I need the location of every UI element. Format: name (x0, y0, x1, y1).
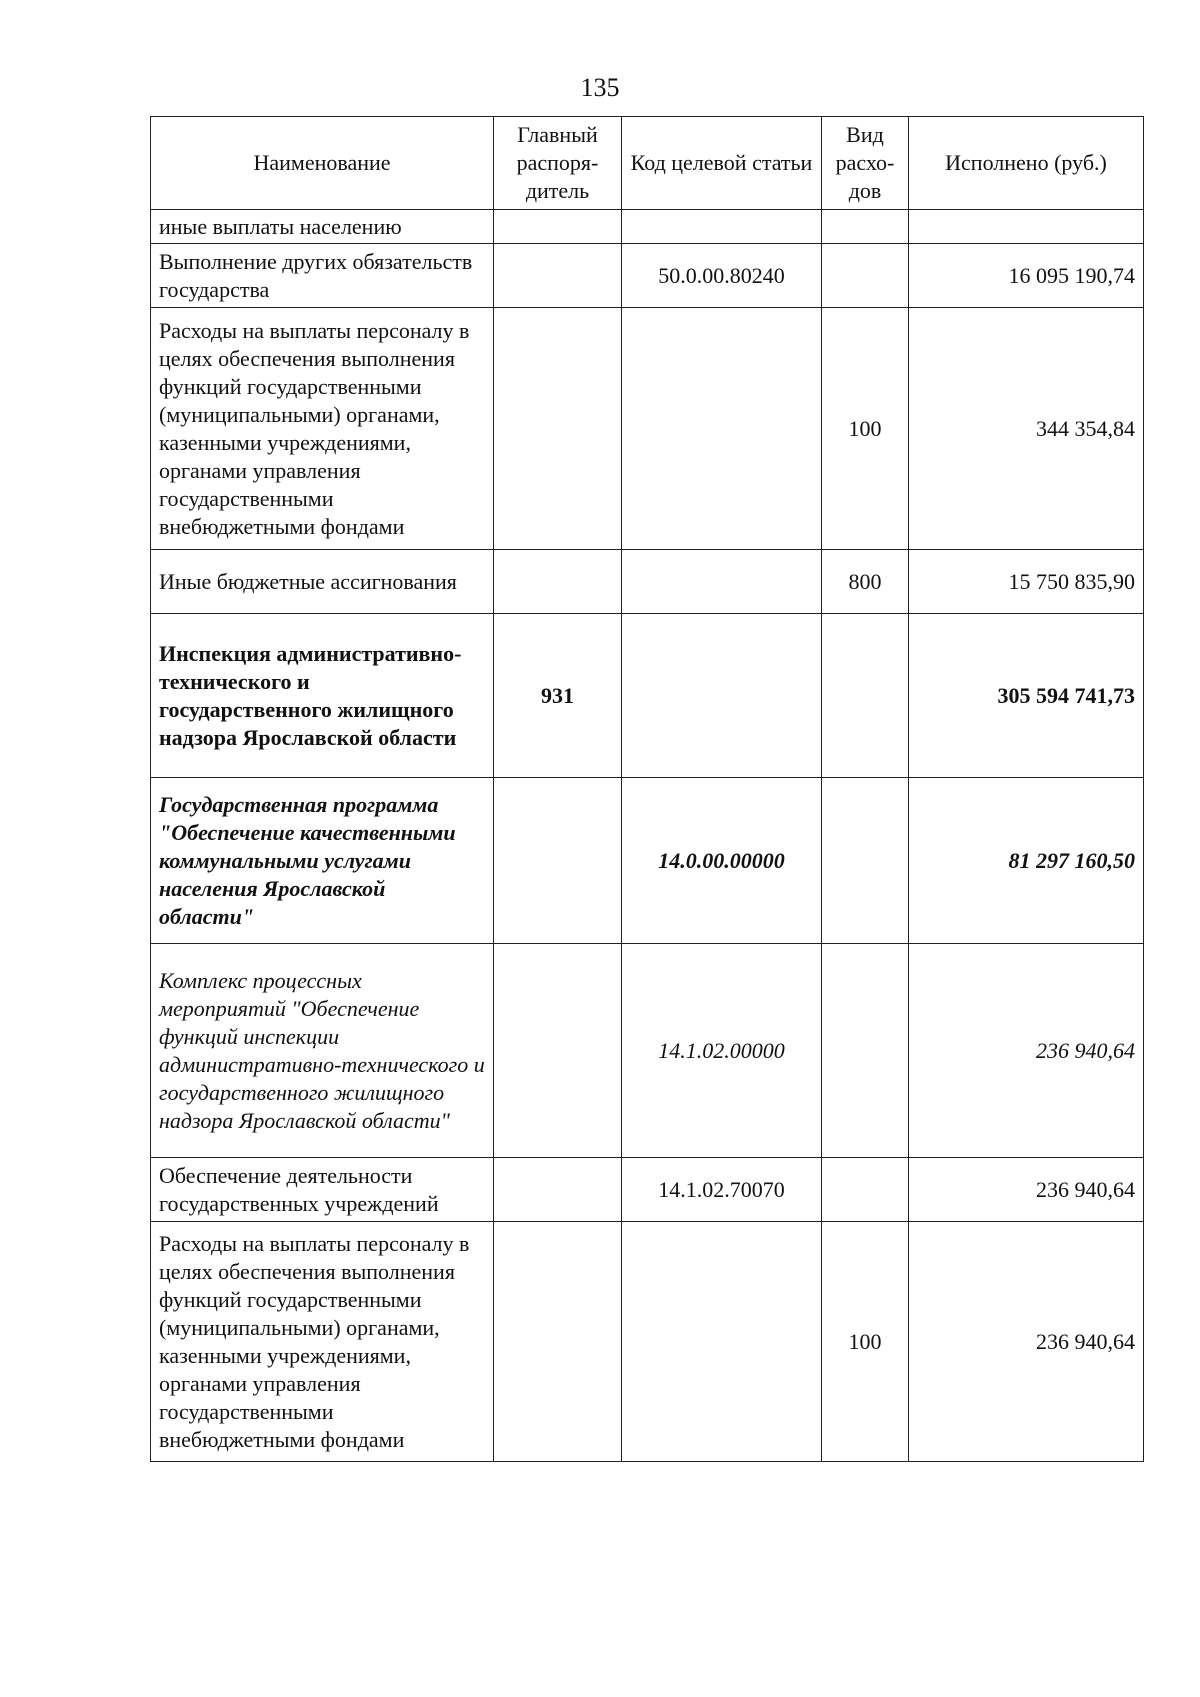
cell-code: 14.0.00.00000 (622, 778, 822, 944)
cell-code (622, 1222, 822, 1462)
table-row (151, 1222, 1144, 1462)
cell-code (622, 210, 822, 244)
cell-vid (822, 614, 909, 778)
cell-vid: 800 (822, 550, 909, 614)
cell-amount: 236 940,64 (909, 1158, 1144, 1222)
cell-code (622, 614, 822, 778)
cell-code: 50.0.00.80240 (622, 244, 822, 308)
cell-amount: 15 750 835,90 (909, 550, 1144, 614)
header-amount: Исполнено (руб.) (909, 117, 1144, 210)
cell-vid (822, 944, 909, 1158)
cell-amount: 236 940,64 (909, 1222, 1144, 1462)
cell-code: 14.1.02.00000 (622, 944, 822, 1158)
table-row (151, 1158, 1144, 1222)
cell-name: Выполнение других обязательств государства (151, 244, 494, 308)
page-number: 135 (580, 73, 620, 102)
cell-name: Инспекция административно-технического и государственного жилищного надзора Ярославской области (151, 614, 494, 778)
cell-amount (909, 210, 1144, 244)
header-row (151, 117, 1144, 210)
table-header (151, 117, 1144, 210)
cell-vid: 100 (822, 308, 909, 550)
cell-code (622, 550, 822, 614)
cell-admin (494, 308, 622, 550)
table-row (151, 944, 1144, 1158)
budget-table (150, 116, 1144, 1462)
cell-vid: 100 (822, 1222, 909, 1462)
header-name: Наименование (151, 117, 494, 210)
cell-name: Комплекс процессных мероприятий "Обеспечение функций инспекции административно-технического и государственного жилищного надзора Ярославской области" (151, 944, 494, 1158)
cell-amount: 236 940,64 (909, 944, 1144, 1158)
table-row (151, 244, 1144, 308)
cell-admin: 931 (494, 614, 622, 778)
cell-name: Государственная программа "Обеспечение качественными коммунальными услугами населения Ярославской области" (151, 778, 494, 944)
cell-amount: 305 594 741,73 (909, 614, 1144, 778)
cell-code (622, 308, 822, 550)
cell-admin (494, 550, 622, 614)
header-admin: Главный распоря-дитель (494, 117, 622, 210)
cell-vid (822, 1158, 909, 1222)
header-vid: Вид расхо-дов (822, 117, 909, 210)
table-row (151, 210, 1144, 244)
cell-code: 14.1.02.70070 (622, 1158, 822, 1222)
cell-name: Обеспечение деятельности государственных учреждений (151, 1158, 494, 1222)
cell-name: Расходы на выплаты персоналу в целях обеспечения выполнения функций государственными (муниципальными) органами, казенными учреждениями, органами управления государственными внебюджетными фондами (151, 308, 494, 550)
cell-admin (494, 944, 622, 1158)
cell-admin (494, 1158, 622, 1222)
cell-name: Иные бюджетные ассигнования (151, 550, 494, 614)
table-row (151, 778, 1144, 944)
cell-amount: 16 095 190,74 (909, 244, 1144, 308)
cell-admin (494, 778, 622, 944)
cell-admin (494, 210, 622, 244)
table-body (151, 210, 1144, 1462)
table-row (151, 308, 1144, 550)
cell-amount: 81 297 160,50 (909, 778, 1144, 944)
header-code: Код целевой статьи (622, 117, 822, 210)
cell-admin (494, 1222, 622, 1462)
cell-admin (494, 244, 622, 308)
cell-name: иные выплаты населению (151, 210, 494, 244)
table-row (151, 550, 1144, 614)
cell-vid (822, 244, 909, 308)
cell-name: Расходы на выплаты персоналу в целях обеспечения выполнения функций государственными (муниципальными) органами, казенными учреждениями, органами управления государственными внебюджетными фондами (151, 1222, 494, 1462)
table-row (151, 614, 1144, 778)
cell-amount: 344 354,84 (909, 308, 1144, 550)
cell-vid (822, 210, 909, 244)
cell-vid (822, 778, 909, 944)
